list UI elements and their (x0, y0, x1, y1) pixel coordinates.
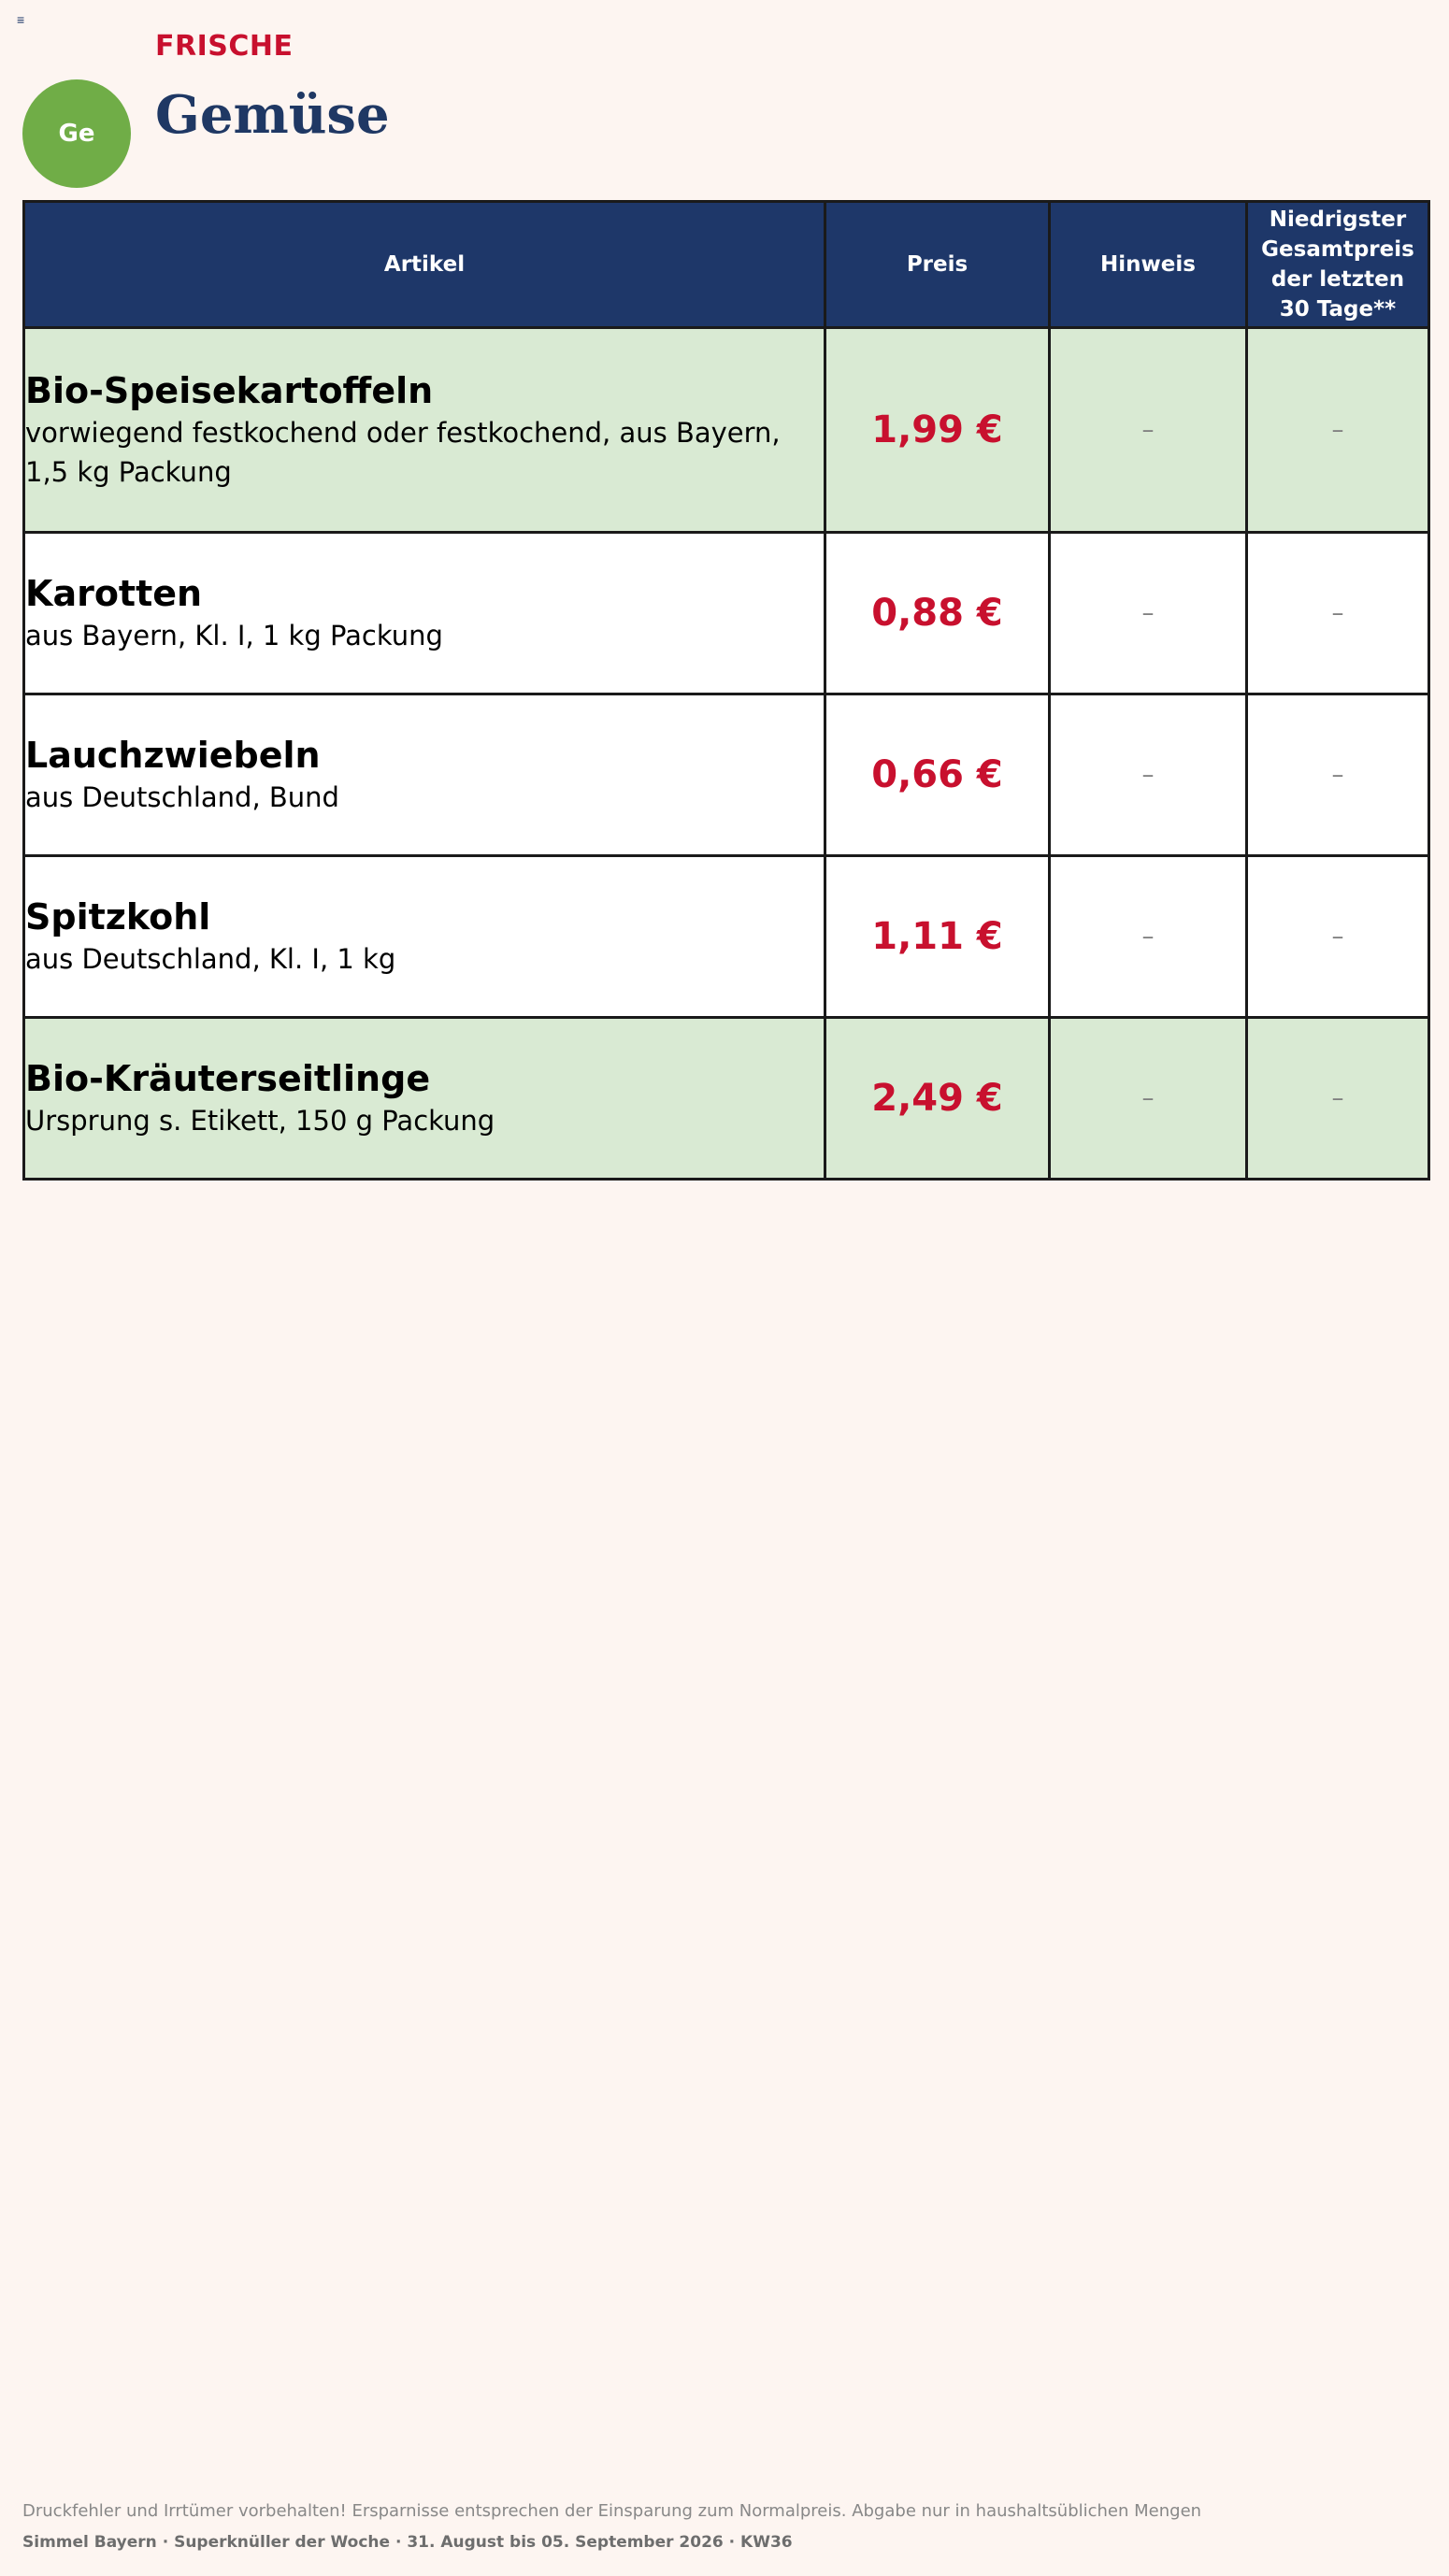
column-header-preis: Preis (825, 202, 1050, 328)
article-name: Lauchzwiebeln (25, 735, 321, 776)
column-header-hinweis: Hinweis (1050, 202, 1247, 328)
price-cell: 0,88 € (825, 533, 1050, 694)
column-header-niedrigster-preis: Niedrigster Gesamtpreis der letzten 30 Tage** (1247, 202, 1429, 328)
lowest-price-cell: – (1247, 856, 1429, 1018)
footer-brand-line: Simmel Bayern · Superknüller der Woche · 31. August bis 05. September 2026 · KW36 (22, 2533, 793, 2552)
article-cell (24, 694, 825, 856)
price-cell: 2,49 € (825, 1018, 1050, 1180)
table-row (24, 533, 1429, 694)
hinweis-cell: – (1050, 1018, 1247, 1180)
article-cell (24, 533, 825, 694)
article-description: Ursprung s. Etikett, 150 g Packung (25, 1105, 495, 1137)
article-name: Karotten (25, 573, 203, 614)
table-row (24, 328, 1429, 533)
page-title: Gemüse (155, 84, 390, 146)
category-badge: Ge (22, 79, 131, 188)
article-cell (24, 1018, 825, 1180)
lowest-price-cell: – (1247, 1018, 1429, 1180)
table-row (24, 856, 1429, 1018)
lowest-price-cell: – (1247, 533, 1429, 694)
page-header (22, 28, 1425, 196)
lowest-price-cell: – (1247, 694, 1429, 856)
article-description: aus Deutschland, Bund (25, 781, 339, 813)
article-name: Bio-Kräuterseitlinge (25, 1058, 431, 1099)
price-cell: 1,11 € (825, 856, 1050, 1018)
table-row (24, 694, 1429, 856)
price-cell: 1,99 € (825, 328, 1050, 533)
table-header-row (24, 202, 1429, 328)
article-description: vorwiegend festkochend oder festkochend, aus Bayern, 1,5 kg Packung (25, 417, 781, 488)
article-description: aus Bayern, Kl. I, 1 kg Packung (25, 620, 443, 651)
hinweis-cell: – (1050, 533, 1247, 694)
menu-icon[interactable]: ≡ (17, 12, 25, 27)
offers-table (22, 200, 1430, 1181)
price-cell: 0,66 € (825, 694, 1050, 856)
article-name: Spitzkohl (25, 896, 211, 937)
article-cell (24, 856, 825, 1018)
table-row (24, 1018, 1429, 1180)
hinweis-cell: – (1050, 694, 1247, 856)
footer-disclaimer: Druckfehler und Irrtümer vorbehalten! Ersparnisse entsprechen der Einsparung zum Normalpreis. Abgabe nur in haushaltsüblichen Mengen (22, 2501, 1202, 2521)
article-name: Bio-Speisekartoffeln (25, 370, 434, 411)
article-cell (24, 328, 825, 533)
column-header-artikel: Artikel (24, 202, 825, 328)
section-eyebrow: FRISCHE (155, 30, 294, 63)
lowest-price-cell: – (1247, 328, 1429, 533)
hinweis-cell: – (1050, 328, 1247, 533)
hinweis-cell: – (1050, 856, 1247, 1018)
article-description: aus Deutschland, Kl. I, 1 kg (25, 943, 396, 975)
